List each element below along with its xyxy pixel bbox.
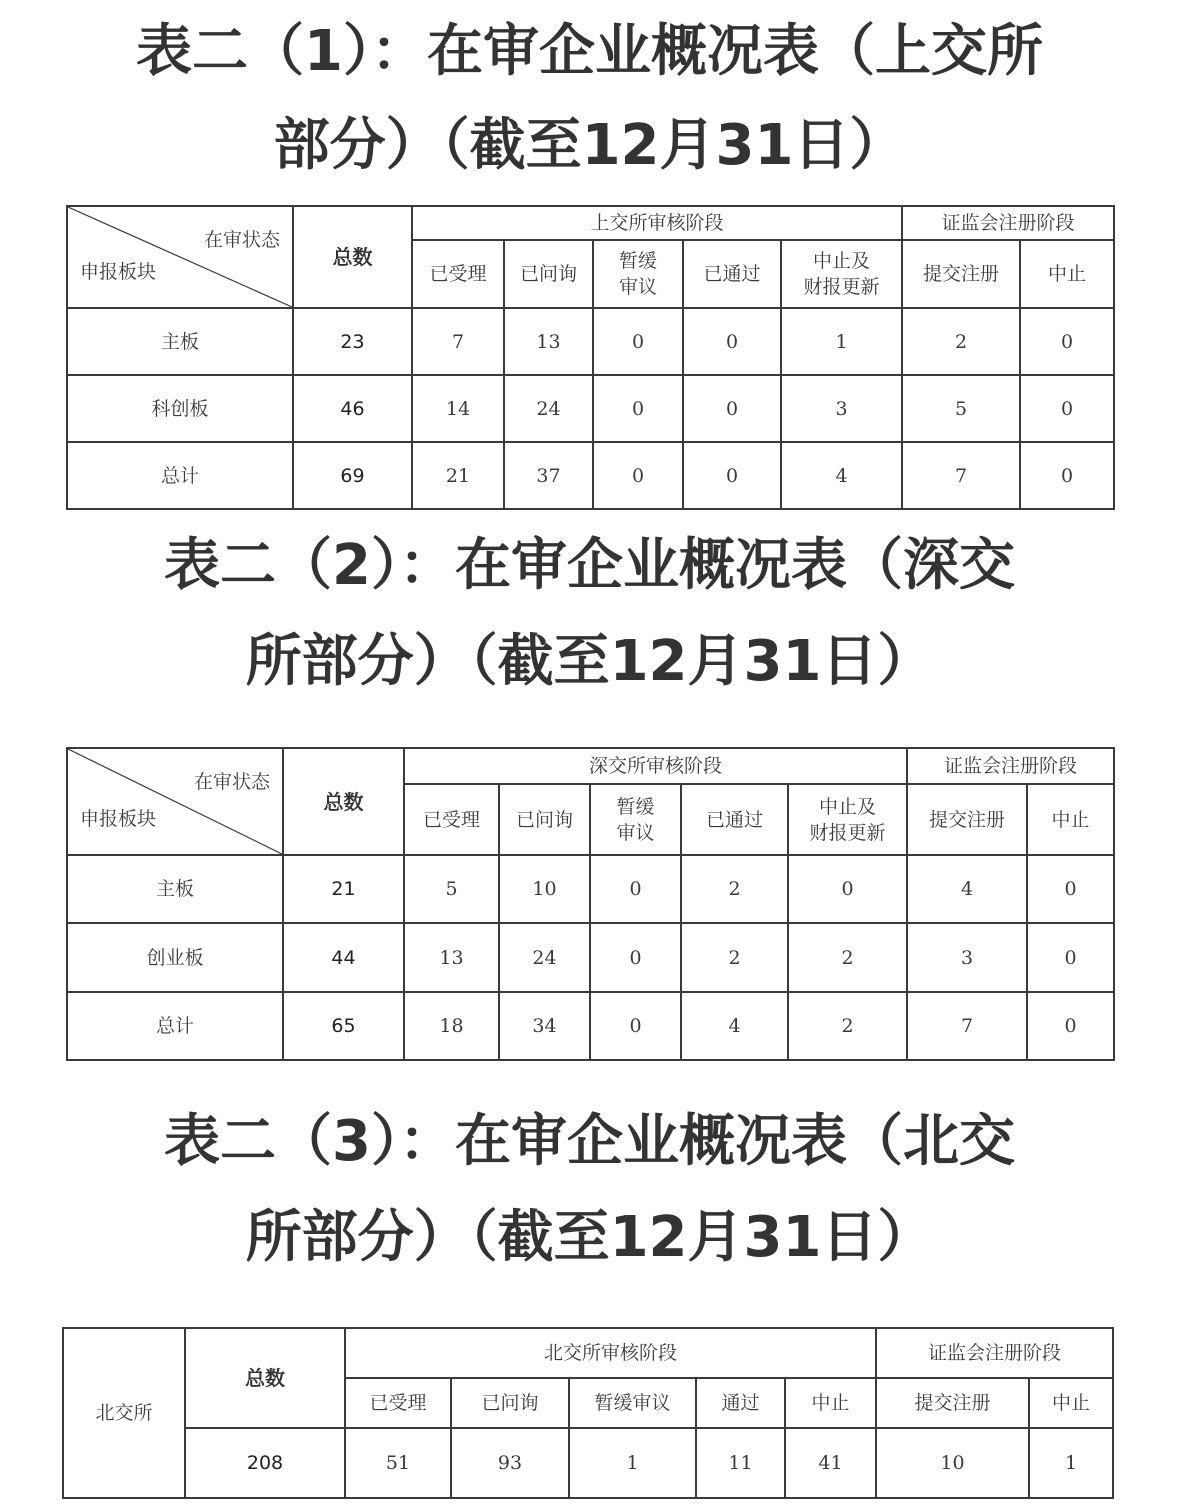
table-cell: 1 <box>1029 1428 1113 1498</box>
table1-total-header: 总数 <box>293 206 412 308</box>
table3-subheader: 通过 <box>696 1378 785 1428</box>
table2-subheader: 暂缓 审议 <box>590 784 681 855</box>
table1-title-line2: 部分）（截至12月31日） <box>273 113 906 178</box>
total-value: 46 <box>293 375 412 442</box>
table1-corner-board-label: 申报板块 <box>80 261 157 283</box>
table-cell: 0 <box>788 855 907 923</box>
table-cell: 10 <box>876 1428 1029 1498</box>
table-cell: 41 <box>785 1428 876 1498</box>
table3-subheader: 中止 <box>1029 1378 1113 1428</box>
table-row <box>63 1428 1113 1498</box>
table-cell: 4 <box>681 992 788 1060</box>
total-value: 44 <box>283 923 404 992</box>
table-cell: 5 <box>902 375 1020 442</box>
table2-corner-board-label: 申报板块 <box>80 808 157 830</box>
board-label: 主板 <box>67 308 293 375</box>
table1-subheader: 暂缓 审议 <box>593 240 683 308</box>
table2-csrc-stage-header: 证监会注册阶段 <box>907 748 1114 784</box>
total-value: 21 <box>283 855 404 923</box>
board-label: 科创板 <box>67 375 293 442</box>
table-cell: 0 <box>593 442 683 509</box>
table-cell: 2 <box>681 923 788 992</box>
table-cell: 11 <box>696 1428 785 1498</box>
total-value: 208 <box>185 1428 345 1498</box>
total-value: 23 <box>293 308 412 375</box>
table-cell: 0 <box>590 855 681 923</box>
table3-subheader: 暂缓审议 <box>569 1378 696 1428</box>
table3-subheader: 已问询 <box>451 1378 569 1428</box>
table1-subheader: 中止及 财报更新 <box>781 240 902 308</box>
board-label: 总计 <box>67 992 283 1060</box>
table-cell: 37 <box>504 442 593 509</box>
table-cell: 24 <box>499 923 590 992</box>
table-row <box>67 992 1114 1060</box>
table-cell: 21 <box>412 442 504 509</box>
table-cell: 2 <box>788 992 907 1060</box>
table2-total-header: 总数 <box>283 748 404 855</box>
table3-row-label: 北交所 <box>63 1328 185 1498</box>
total-value: 69 <box>293 442 412 509</box>
table3-exchange-stage-header: 北交所审核阶段 <box>345 1328 876 1378</box>
table-cell: 34 <box>499 992 590 1060</box>
table1-subheader: 提交注册 <box>902 240 1020 308</box>
table-cell: 0 <box>1027 855 1114 923</box>
table-cell: 2 <box>681 855 788 923</box>
table1-title-line1: 表二（1）：在审企业概况表（上交所 <box>136 19 1043 84</box>
table-cell: 1 <box>781 308 902 375</box>
table3-total-header: 总数 <box>185 1328 345 1428</box>
table3-subheader: 已受理 <box>345 1378 451 1428</box>
table-cell: 0 <box>590 992 681 1060</box>
table2-subheader: 已问询 <box>499 784 590 855</box>
table-cell: 14 <box>412 375 504 442</box>
board-label: 创业板 <box>67 923 283 992</box>
table2-subheader: 中止 <box>1027 784 1114 855</box>
board-label: 主板 <box>67 855 283 923</box>
table-cell: 0 <box>683 308 781 375</box>
table-cell: 51 <box>345 1428 451 1498</box>
table1-corner-status-label: 在审状态 <box>203 229 280 251</box>
table-cell: 0 <box>1020 375 1114 442</box>
table2-subheader: 提交注册 <box>907 784 1027 855</box>
table2-subheader: 已受理 <box>404 784 499 855</box>
table-cell: 18 <box>404 992 499 1060</box>
table-row <box>67 375 1114 442</box>
table-cell: 0 <box>683 375 781 442</box>
table2-subheader: 已通过 <box>681 784 788 855</box>
table2-title-line2: 所部分）（截至12月31日） <box>245 629 934 694</box>
table3-grid <box>62 1327 1114 1499</box>
total-value: 65 <box>283 992 404 1060</box>
table1-exchange-stage-header: 上交所审核阶段 <box>412 206 902 240</box>
table1-grid <box>66 205 1115 510</box>
table-cell: 0 <box>593 308 683 375</box>
table-row <box>67 923 1114 992</box>
table-cell: 0 <box>1020 308 1114 375</box>
table-cell: 5 <box>404 855 499 923</box>
table-cell: 3 <box>781 375 902 442</box>
table2-corner-cell <box>67 748 283 855</box>
table3-subheader: 中止 <box>785 1378 876 1428</box>
table1-subheader: 已受理 <box>412 240 504 308</box>
table-cell: 7 <box>907 992 1027 1060</box>
table-cell: 0 <box>1027 923 1114 992</box>
table1-subheader: 已通过 <box>683 240 781 308</box>
table-row <box>67 308 1114 375</box>
table-cell: 0 <box>590 923 681 992</box>
table-cell: 7 <box>412 308 504 375</box>
table-cell: 4 <box>907 855 1027 923</box>
table2-subheader: 中止及 财报更新 <box>788 784 907 855</box>
table2-exchange-stage-header: 深交所审核阶段 <box>404 748 907 784</box>
table3-subheader: 提交注册 <box>876 1378 1029 1428</box>
table3-title-line2: 所部分）（截至12月31日） <box>245 1205 934 1270</box>
table1-subheader: 已问询 <box>504 240 593 308</box>
table1-corner-cell <box>67 206 293 308</box>
table-cell: 0 <box>1027 992 1114 1060</box>
table2-grid <box>66 747 1115 1061</box>
table1-subheader: 中止 <box>1020 240 1114 308</box>
table-row <box>67 855 1114 923</box>
table-cell: 1 <box>569 1428 696 1498</box>
table-cell: 7 <box>902 442 1020 509</box>
board-label: 总计 <box>67 442 293 509</box>
table-row <box>67 442 1114 509</box>
table-cell: 13 <box>504 308 593 375</box>
table-cell: 10 <box>499 855 590 923</box>
table-cell: 2 <box>788 923 907 992</box>
table1-csrc-stage-header: 证监会注册阶段 <box>902 206 1114 240</box>
table-cell: 4 <box>781 442 902 509</box>
table-cell: 13 <box>404 923 499 992</box>
table-cell: 2 <box>902 308 1020 375</box>
table2-title-line1: 表二（2）：在审企业概况表（深交 <box>164 533 1015 598</box>
table3-title-line1: 表二（3）：在审企业概况表（北交 <box>164 1109 1015 1174</box>
table2-corner-status-label: 在审状态 <box>193 771 270 793</box>
table-cell: 0 <box>683 442 781 509</box>
table-cell: 0 <box>593 375 683 442</box>
table-cell: 93 <box>451 1428 569 1498</box>
table-cell: 3 <box>907 923 1027 992</box>
table-cell: 24 <box>504 375 593 442</box>
table3-csrc-stage-header: 证监会注册阶段 <box>876 1328 1113 1378</box>
table-cell: 0 <box>1020 442 1114 509</box>
